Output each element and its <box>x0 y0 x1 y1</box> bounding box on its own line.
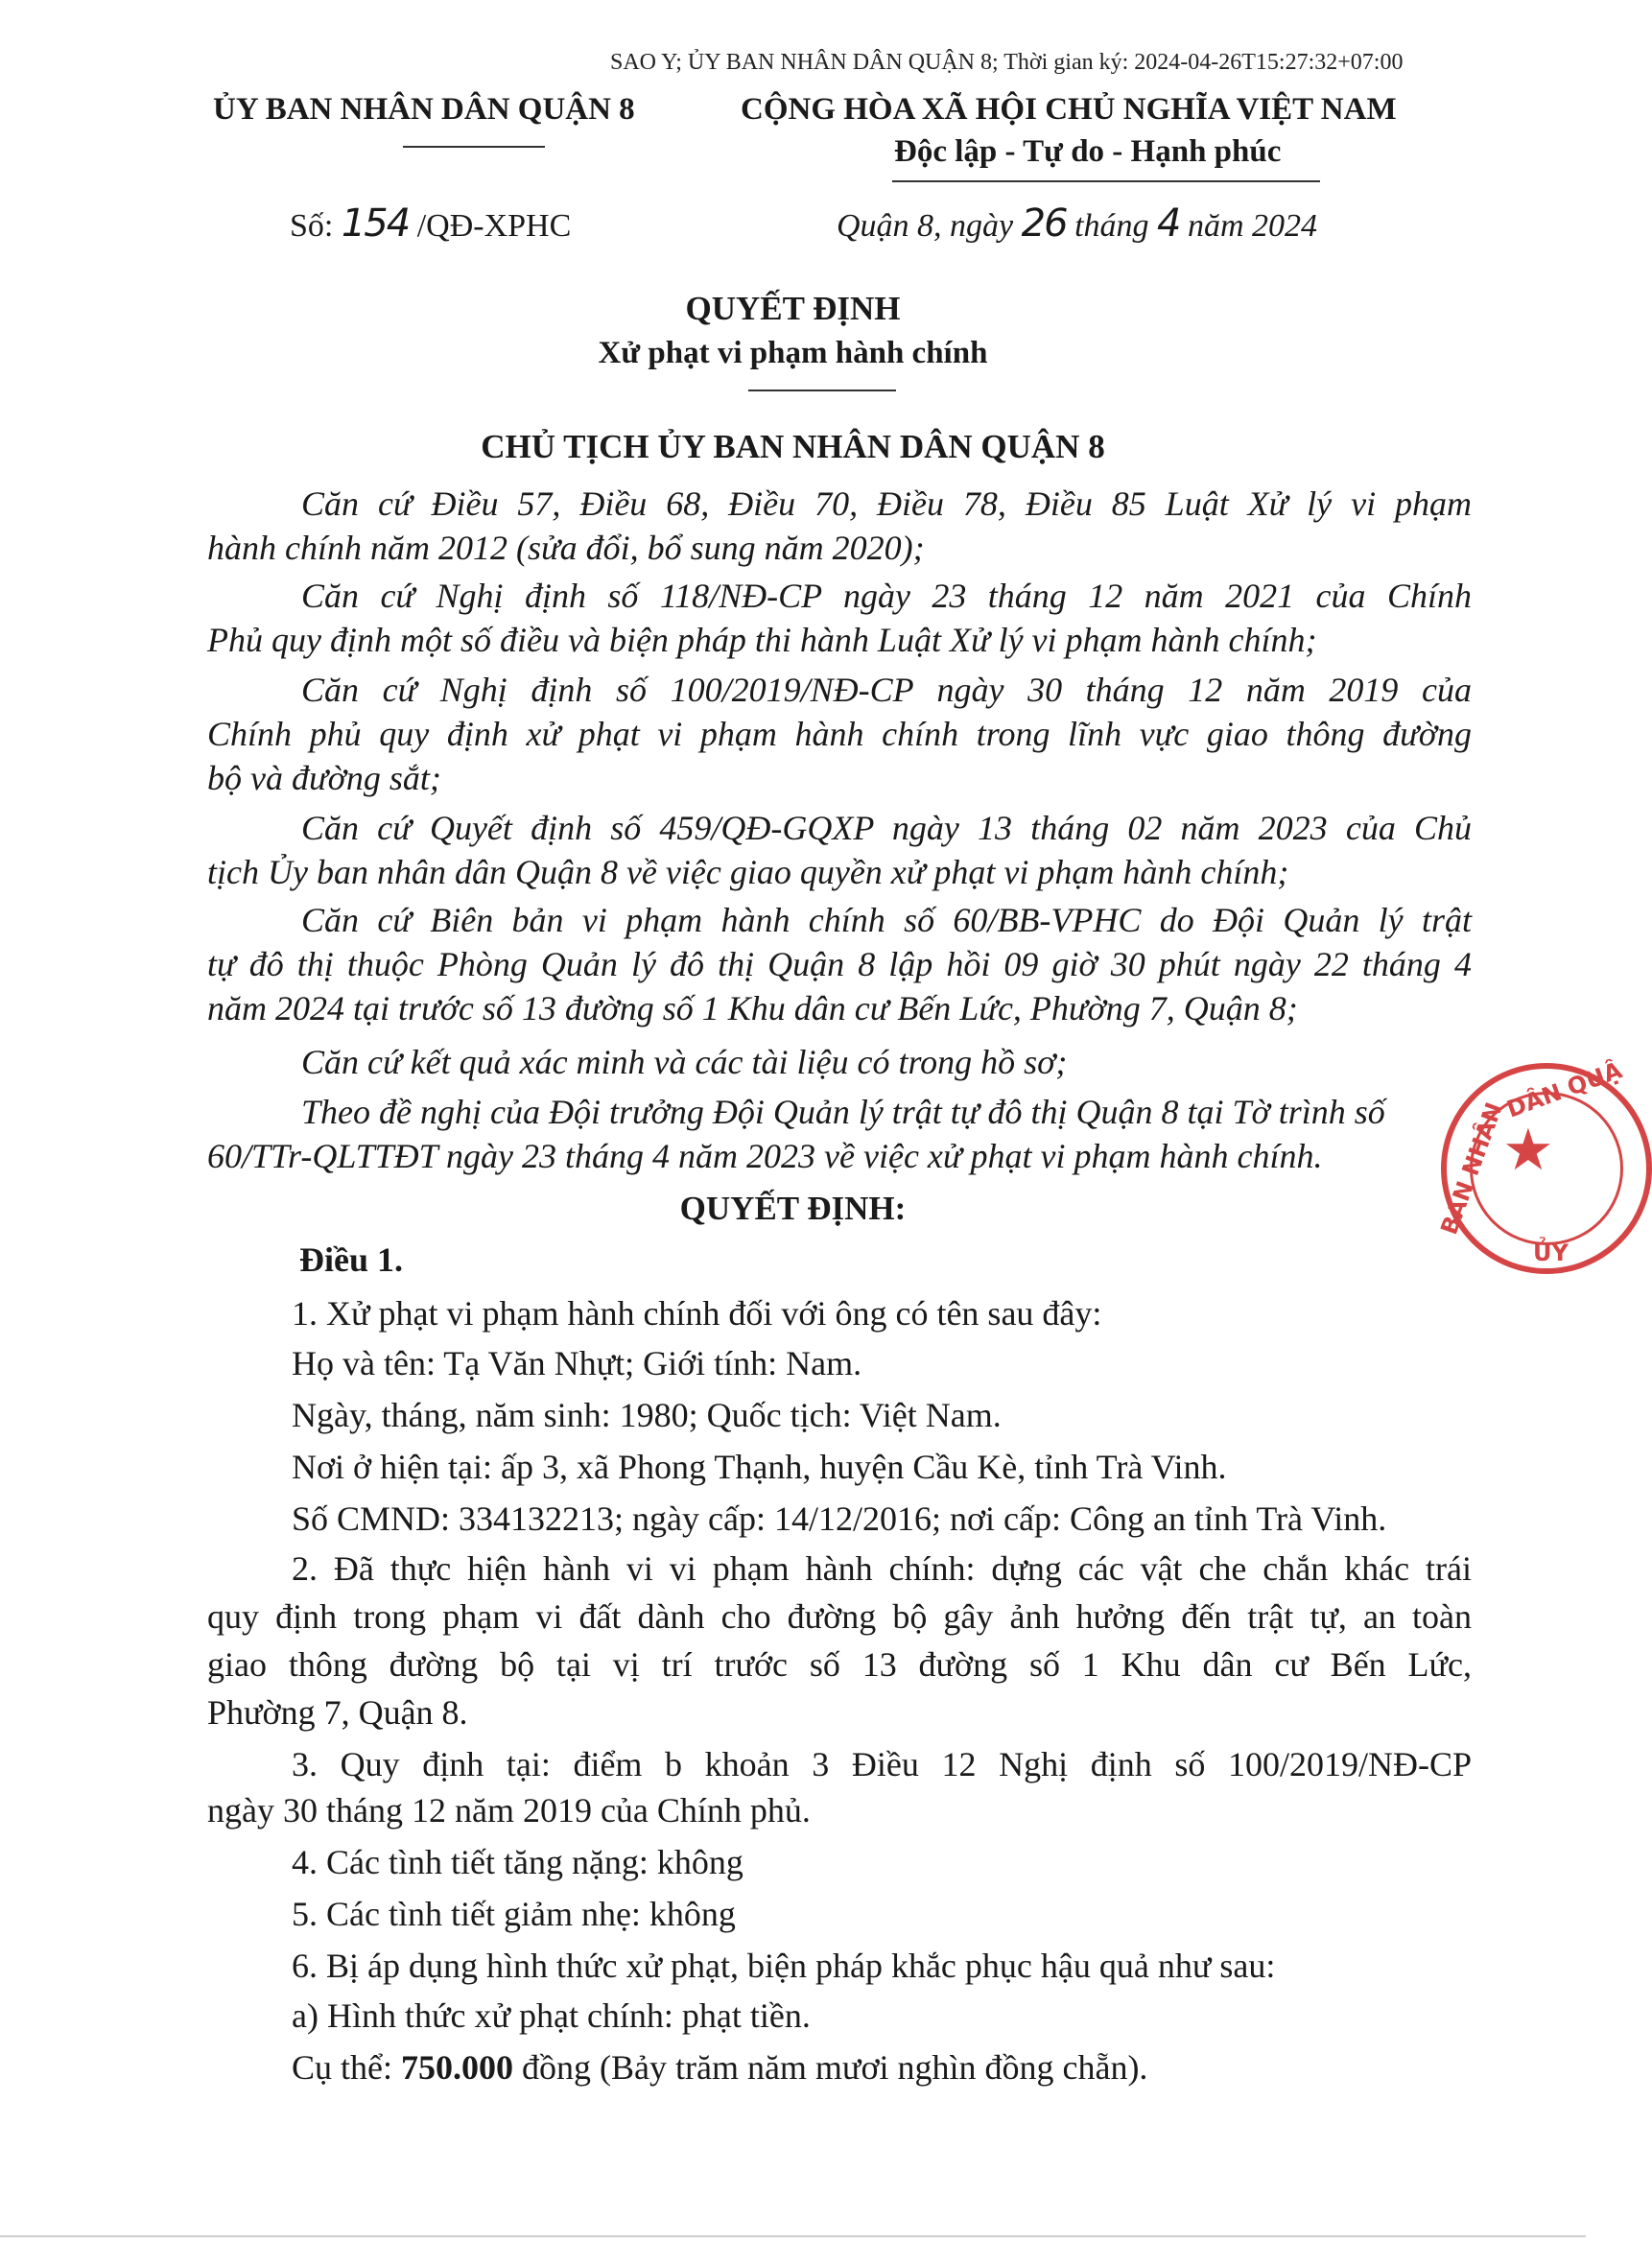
fine-amount: 750.000 <box>401 2048 513 2087</box>
date-month-label: tháng <box>1074 208 1149 244</box>
seal-text-bottom: ỦY <box>1533 1240 1569 1266</box>
article-1-item-4: 4. Các tình tiết tăng nặng: không <box>292 1843 743 1881</box>
fine-line <box>292 2047 1147 2088</box>
number-handwritten: 154 <box>341 201 410 246</box>
fine-suffix: đồng (Bảy trăm năm mươi nghìn đồng chẵn). <box>513 2048 1148 2087</box>
article-1-item-2-line-1: 2. Đã thực hiện hành vi vi phạm hành chính: dựng các vật che chắn khác trái <box>292 1549 1472 1588</box>
preamble-7-line-1: Theo đề nghị của Đội trưởng Đội Quản lý trật tự đô thị Quận 8 tại Tờ trình số <box>301 1093 1385 1131</box>
article-1-item-1: 1. Xử phạt vi phạm hành chính đối với ông có tên sau đây: <box>292 1294 1102 1333</box>
violator-address: Nơi ở hiện tại: ấp 3, xã Phong Thạnh, huyện Cầu Kè, tỉnh Trà Vinh. <box>292 1448 1227 1486</box>
seal-text-top: DÂN QUẬ <box>1502 1056 1626 1123</box>
preamble-2-line-1: Căn cứ Nghị định số 118/NĐ-CP ngày 23 tháng 12 năm 2021 của Chính <box>301 577 1472 615</box>
date-month: 4 <box>1157 201 1180 246</box>
preamble-2-line-2: Phủ quy định một số điều và biện pháp thi hành Luật Xử lý vi phạm hành chính; <box>207 621 1317 659</box>
date-place: Quận 8, ngày <box>837 208 1014 244</box>
preamble-3-line-2: Chính phủ quy định xử phạt vi phạm hành chính trong lĩnh vực giao thông đường <box>207 715 1472 753</box>
nation-name: CỘNG HÒA XÃ HỘI CHỦ NGHĨA VIỆT NAM <box>741 92 1397 127</box>
preamble-5-line-1: Căn cứ Biên bản vi phạm hành chính số 60/BB-VPHC do Đội Quản lý trật <box>301 901 1472 939</box>
seal-star-icon: ★ <box>1502 1117 1554 1184</box>
preamble-6-line-1: Căn cứ kết quả xác minh và các tài liệu có trong hồ sơ; <box>301 1043 1068 1081</box>
number-suffix: /QĐ-XPHC <box>416 208 572 244</box>
issuing-agency: ỦY BAN NHÂN DÂN QUẬN 8 <box>213 92 635 127</box>
preamble-1-line-1: Căn cứ Điều 57, Điều 68, Điều 70, Điều 78, Điều 85 Luật Xử lý vi phạm <box>301 484 1472 523</box>
seal-text-side: BAN NHÂN <box>1435 1098 1508 1239</box>
violator-birth: Ngày, tháng, năm sinh: 1980; Quốc tịch: Việt Nam. <box>292 1396 1002 1434</box>
page-bottom-edge <box>0 2235 1586 2237</box>
article-1-item-6: 6. Bị áp dụng hình thức xử phạt, biện pháp khắc phục hậu quả như sau: <box>292 1947 1276 1985</box>
preamble-3-line-1: Căn cứ Nghị định số 100/2019/NĐ-CP ngày 30 tháng 12 năm 2019 của <box>301 671 1472 709</box>
official-seal <box>1435 1056 1652 1274</box>
preamble-4-line-2: tịch Ủy ban nhân dân Quận 8 về việc giao quyền xử phạt vi phạm hành chính; <box>207 853 1289 891</box>
penalty-type: a) Hình thức xử phạt chính: phạt tiền. <box>292 1996 811 2035</box>
date-year: năm 2024 <box>1187 208 1318 244</box>
national-motto: Độc lập - Tự do - Hạnh phúc <box>894 134 1282 169</box>
article-1-item-2-line-3: giao thông đường bộ tại vị trí trước số 13 đường số 1 Khu dân cư Bến Lức, <box>207 1645 1472 1684</box>
violator-name: Họ và tên: Tạ Văn Nhựt; Giới tính: Nam. <box>292 1344 862 1382</box>
fine-prefix: Cụ thể: <box>292 2048 401 2087</box>
preamble-5-line-2: tự đô thị thuộc Phòng Quản lý đô thị Quận 8 lập hồi 09 giờ 30 phút ngày 22 tháng 4 <box>207 945 1472 983</box>
article-1-heading: Điều 1. <box>299 1240 403 1279</box>
preamble-4-line-1: Căn cứ Quyết định số 459/QĐ-GQXP ngày 13 tháng 02 năm 2023 của Chủ <box>301 809 1472 847</box>
document-number <box>290 201 571 246</box>
preamble-7-line-2: 60/TTr-QLTTĐT ngày 23 tháng 4 năm 2023 về việc xử phạt vi phạm hành chính. <box>207 1137 1323 1175</box>
date-day: 26 <box>1021 201 1067 246</box>
preamble-5-line-3: năm 2024 tại trước số 13 đường số 1 Khu dân cư Bến Lức, Phường 7, Quận 8; <box>207 989 1298 1027</box>
violator-id: Số CMND: 334132213; ngày cấp: 14/12/2016; nơi cấp: Công an tỉnh Trà Vinh. <box>292 1499 1387 1538</box>
preamble-1-line-2: hành chính năm 2012 (sửa đổi, bổ sung năm 2020); <box>207 529 925 567</box>
article-1-item-3-line-1: 3. Quy định tại: điểm b khoản 3 Điều 12 Nghị định số 100/2019/NĐ-CP <box>292 1745 1472 1783</box>
decision-heading: QUYẾT ĐỊNH: <box>679 1190 907 1227</box>
article-1-item-2-line-4: Phường 7, Quận 8. <box>207 1693 468 1732</box>
number-prefix: Số: <box>290 208 334 244</box>
copy-notice: SAO Y; ỦY BAN NHÂN DÂN QUẬN 8; Thời gian ký: 2024-04-26T15:27:32+07:00 <box>610 50 1404 75</box>
preamble-3-line-3: bộ và đường sắt; <box>207 759 441 797</box>
motto-underline <box>892 180 1320 182</box>
decision-subtitle: Xử phạt vi phạm hành chính <box>598 336 988 370</box>
document-date <box>837 201 1317 246</box>
article-1-item-5: 5. Các tình tiết giảm nhẹ: không <box>292 1895 736 1933</box>
decision-title: QUYẾT ĐỊNH <box>685 290 901 327</box>
agency-underline <box>403 146 545 148</box>
article-1-item-2-line-2: quy định trong phạm vi đất dành cho đường bộ gây ảnh hưởng đến trật tự, an toàn <box>207 1597 1472 1636</box>
authority-title: CHỦ TỊCH ỦY BAN NHÂN DÂN QUẬN 8 <box>481 428 1105 465</box>
article-1-item-3-line-2: ngày 30 tháng 12 năm 2019 của Chính phủ. <box>207 1791 811 1830</box>
subtitle-underline <box>748 390 896 391</box>
